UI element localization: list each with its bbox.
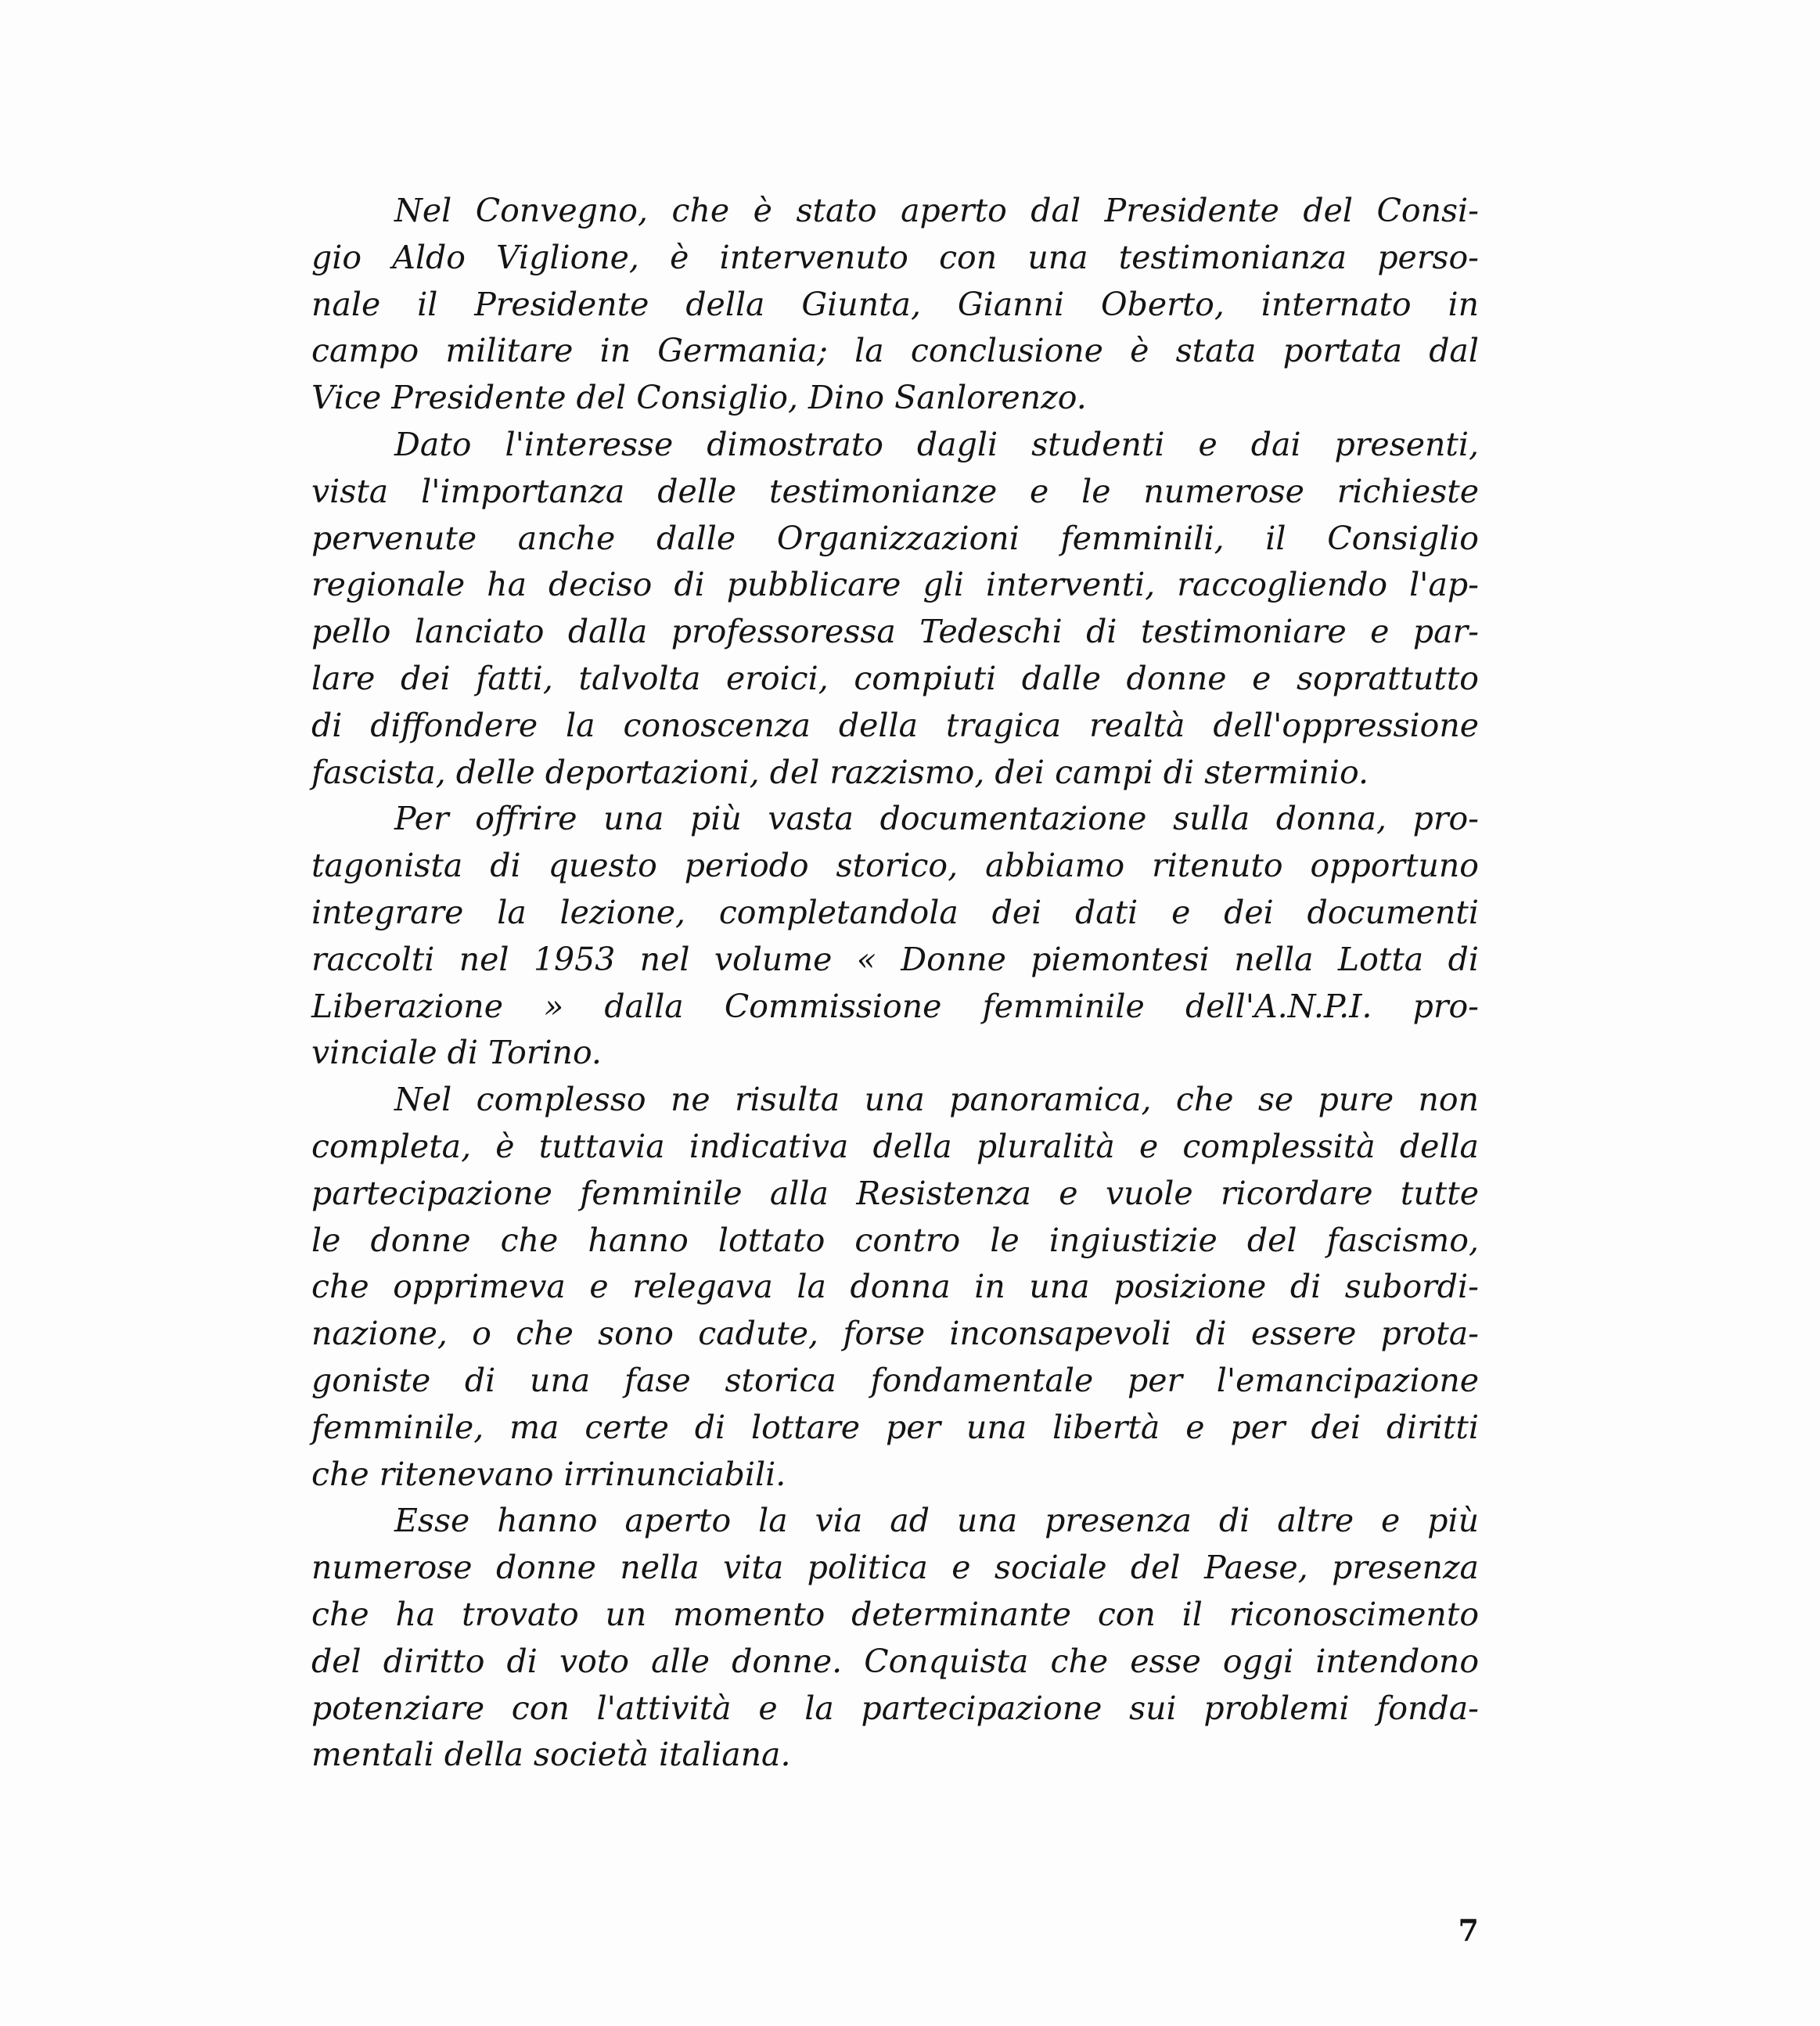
paragraph-1 — [311, 188, 1479, 422]
paragraph-5 — [311, 1498, 1479, 1779]
text-line: potenziare con l'attività e la partecipazione sui problemi fonda- — [311, 1689, 1479, 1727]
paragraph-2 — [311, 422, 1479, 796]
text-line: campo militare in Germania; la conclusione è stata portata dal — [311, 332, 1479, 370]
text-line: Dato l'interesse dimostrato dagli studenti e dai presenti, — [394, 425, 1479, 463]
text-line: che opprimeva e relegava la donna in una posizione di subordi- — [311, 1268, 1479, 1306]
text-line: tagonista di questo periodo storico, abbiamo ritenuto opportuno — [311, 847, 1479, 885]
text-line: numerose donne nella vita politica e sociale del Paese, presenza — [311, 1549, 1479, 1587]
text-line: vinciale di Torino. — [311, 1034, 602, 1072]
text-line: le donne che hanno lottato contro le ingiustizie del fascismo, — [311, 1221, 1479, 1259]
text-line: pello lanciato dalla professoressa Tedeschi di testimoniare e par- — [311, 613, 1479, 651]
text-line: fascista, delle deportazioni, del razzismo, dei campi di sterminio. — [311, 753, 1369, 791]
text-line: del diritto di voto alle donne. Conquista che esse oggi intendono — [311, 1642, 1479, 1680]
text-line: mentali della società italiana. — [311, 1736, 791, 1774]
text-line: Vice Presidente del Consiglio, Dino Sanlorenzo. — [311, 379, 1087, 417]
text-line: partecipazione femminile alla Resistenza e vuole ricordare tutte — [311, 1174, 1479, 1212]
text-line: lare dei fatti, talvolta eroici, compiuti dalle donne e soprattutto — [311, 659, 1479, 697]
text-line: Nel complesso ne risulta una panoramica, che se pure non — [394, 1081, 1479, 1119]
text-line: gio Aldo Viglione, è intervenuto con una testimonianza perso- — [311, 238, 1479, 276]
text-line: raccolti nel 1953 nel volume « Donne piemontesi nella Lotta di — [311, 940, 1479, 978]
text-line: femminile, ma certe di lottare per una libertà e per dei diritti — [311, 1408, 1479, 1446]
text-line: Nel Convegno, che è stato aperto dal Presidente del Consi- — [394, 192, 1479, 229]
text-line: di diffondere la conoscenza della tragica realtà dell'oppressione — [311, 706, 1479, 744]
paragraph-3 — [311, 796, 1479, 1077]
text-line: completa, è tuttavia indicativa della pluralità e complessità della — [311, 1127, 1479, 1165]
text-line: Esse hanno aperto la via ad una presenza di altre e più — [394, 1502, 1479, 1540]
body-text — [311, 188, 1479, 1779]
text-line: pervenute anche dalle Organizzazioni femminili, il Consiglio — [311, 519, 1479, 557]
text-line: che ha trovato un momento determinante con il riconoscimento — [311, 1595, 1479, 1633]
text-line: goniste di una fase storica fondamentale per l'emancipazione — [311, 1361, 1479, 1399]
text-line: Per offrire una più vasta documentazione sulla donna, pro- — [394, 800, 1479, 838]
page-number: 7 — [1458, 1913, 1479, 1948]
text-line: regionale ha deciso di pubblicare gli interventi, raccogliendo l'ap- — [311, 566, 1479, 604]
paragraph-4 — [311, 1077, 1479, 1498]
text-line: vista l'importanza delle testimonianze e le numerose richieste — [311, 472, 1479, 510]
text-line: integrare la lezione, completandola dei dati e dei documenti — [311, 893, 1479, 931]
text-line: nale il Presidente della Giunta, Gianni Oberto, internato in — [311, 285, 1479, 323]
text-line: nazione, o che sono cadute, forse inconsapevoli di essere prota- — [311, 1315, 1479, 1353]
text-line: che ritenevano irrinunciabili. — [311, 1455, 786, 1493]
text-line: Liberazione » dalla Commissione femminile dell'A.N.P.I. pro- — [311, 987, 1479, 1025]
